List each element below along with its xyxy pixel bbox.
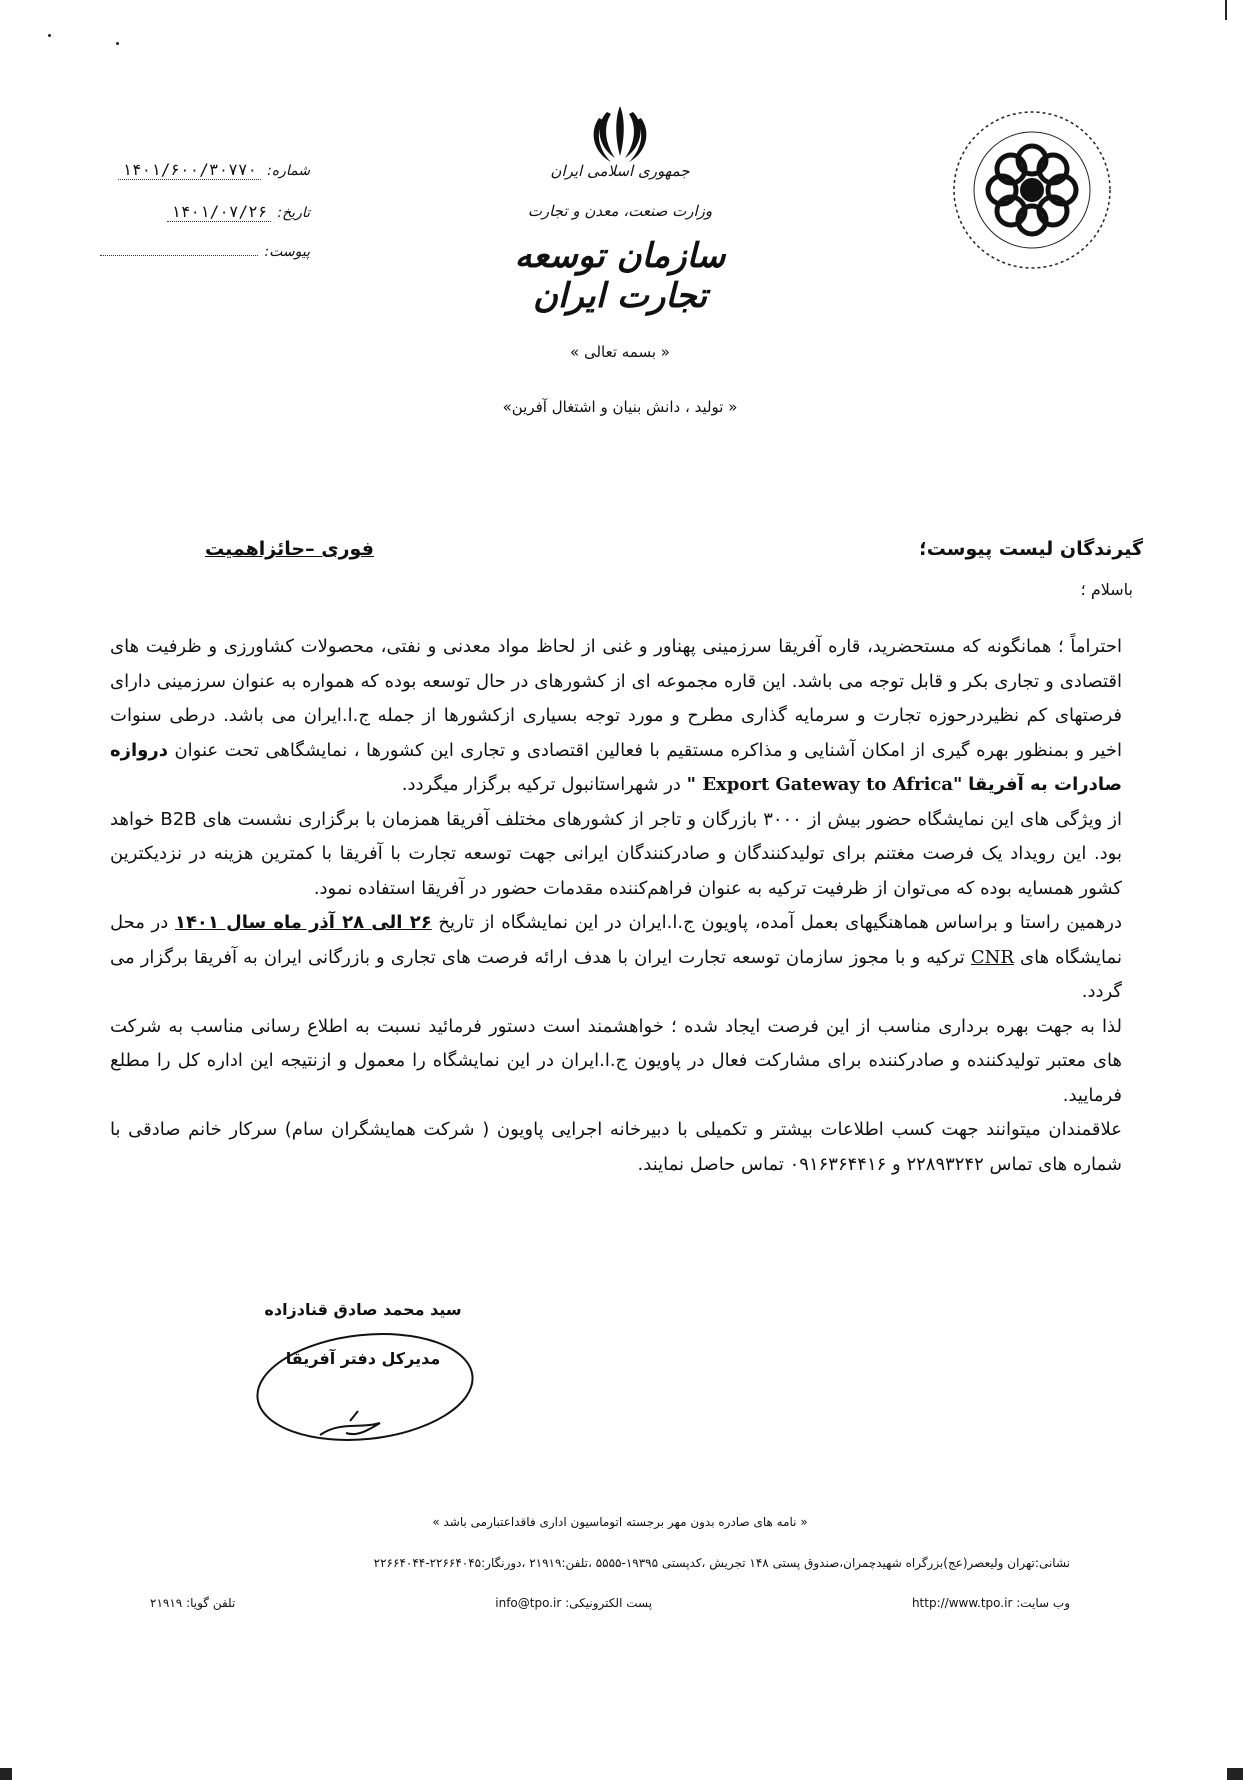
body-paragraph-5: علاقمندان میتوانند جهت کسب اطلاعات بیشتر و تکمیلی با دبیرخانه اجرایی پاویون ( شرکت همایشگران سام) سرکار خانم صادقی با شماره های تماس ۲۲۸۹۳۲۴۲ و ۰۹۱۶۳۶۴۴۱۶ تماس حاصل نمایند. xyxy=(110,1119,1122,1175)
scan-edge-mark xyxy=(1227,1768,1243,1780)
organization-name: سازمان توسعه تجارت ایران xyxy=(514,236,726,316)
letterhead xyxy=(470,160,770,316)
attachment-label: پیوست: xyxy=(264,244,310,260)
ministry-name: وزارت صنعت، معدن و تجارت xyxy=(527,202,713,220)
basmala: « بسمه تعالی » xyxy=(570,343,670,361)
signatory-title: مدیرکل دفتر آفریقا xyxy=(285,1349,441,1368)
body-paragraph-2: از ویژگی های این نمایشگاه حضور بیش از ۳۰۰۰ بازرگان و تاجر از کشورهای مختلف آفریقا همزمان با برگزاری نشست های B2B خواهد بود. این رویداد یک فرصت مغتنم برای تولیدکنندگان و صادرکنندگان ایرانی جهت توسعه تجارت با آفریقا با کمترین هزینه در نزدیکترین کشور همسایه بوده که می‌توان از ظرفیت ترکیه به عنوان فراهم‌کننده مقدمات حضور در آفریقا استفاده نمود. xyxy=(110,808,1122,899)
footer-email: پست الکترونیکی: info@tpo.ir xyxy=(495,1596,653,1610)
signature-block xyxy=(248,1300,478,1368)
event-dates: ۲۶ الی ۲۸ آذر ماه سال ۱۴۰۱ xyxy=(174,912,432,933)
republic-name: جمهوری اسلامی ایران xyxy=(550,162,690,180)
national-emblem-icon xyxy=(585,98,655,168)
letter-body xyxy=(110,630,1122,1182)
number-label: شماره: xyxy=(267,163,310,179)
event-name-fa: دروازه صادرات به آفریقا xyxy=(110,739,1122,795)
footer-address: نشانی:تهران ولیعصر(عج)بزرگراه شهیدچمران،صندوق پستی ۱۴۸ تجریش ،کدپستی ۱۹۳۹۵-۵۵۵۵ ،تلفن:۲۱۹۱۹ ،دورنگار:۲۲۶۶۴۰۴۵-۲۲۶۶۴۰۴۴ xyxy=(373,1556,1070,1570)
greeting: باسلام ؛ xyxy=(1080,580,1133,599)
letter-number-row xyxy=(40,160,310,202)
footer-website: وب سایت: http://www.tpo.ir xyxy=(911,1596,1070,1610)
urgency-label: فوری –حائزاهمیت xyxy=(205,538,374,560)
year-slogan: « تولید ، دانش بنیان و اشتغال آفرین» xyxy=(502,398,738,416)
body-paragraph-3: درهمین راستا و براساس هماهنگیهای بعمل آمده، پاویون ج.ا.ایران در این نمایشگاه از تاریخ ۲۶ الی ۲۸ آذر ماه سال ۱۴۰۱ در محل نمایشگاه های CNR ترکیه و با مجوز سازمان توسعه تجارت ایران با هدف ارائه فرصت های تجاری و بازرگانی ایران به آفریقا برگزار می گردد. xyxy=(110,912,1122,1002)
scan-speck xyxy=(116,42,119,45)
attachment-row xyxy=(40,244,310,286)
letter-metadata xyxy=(40,160,310,286)
footer-call-center: تلفن گویا: ۲۱۹۱۹ xyxy=(150,1596,236,1610)
scan-edge-mark xyxy=(0,1768,12,1780)
recipients-line: گیرندگان لیست پیوست؛ xyxy=(919,538,1143,560)
number-value: ۱۴۰۱/۶۰۰/۳۰۷۷۰ xyxy=(118,160,261,180)
body-paragraph-4: لذا به جهت بهره برداری مناسب از این فرصت ایجاد شده ؛ خواهشمند است دستور فرمائید نسبت به اطلاع رسانی مناسب به شرکت های معتبر تولیدکننده و صادرکننده برای مشارکت فعال در پاویون ج.ا.ایران در این نمایشگاه را معمول و ازنتیجه این اداره کل را مطلع فرمایید. xyxy=(110,1015,1122,1106)
venue-cnr: CNR xyxy=(970,946,1014,968)
footer-contacts xyxy=(150,1596,1070,1610)
signatory-name: سید محمد صادق قنادزاده xyxy=(264,1300,462,1319)
scan-speck xyxy=(48,34,51,37)
scan-edge-mark xyxy=(1225,0,1227,20)
date-label: تاریخ: xyxy=(277,205,310,221)
attachment-value xyxy=(100,255,258,256)
tpo-logo-icon xyxy=(950,108,1115,273)
event-name-en: " Export Gateway to Africa" xyxy=(686,774,963,795)
footer-note: « نامه های صادره بدون مهر برجسته اتوماسیون اداری فاقداعتبارمی باشد » xyxy=(432,1515,808,1529)
body-paragraph-1: احتراماً ؛ همانگونه که مستحضرید، قاره آفریقا سرزمینی پهناور و غنی از لحاظ مواد معدنی و نفتی، محصولات کشاورزی و ظرفیت های اقتصادی و تجاری بکر و قابل توجه می باشد. این قاره مجموعه ای از کشورهای در حال توسعه بوده که همواره به عنوان سرزمینی دارای فرصتهای کم نظیردرحوزه تجارت و سرمایه گذاری مطرح و مورد توجه بسیاری ازکشورها از جمله ج.ا.ایران می باشد. درطی سنوات اخیر و بمنظور بهره گیری از امکان آشنایی و مذاکره مستقیم با فعالین اقتصادی و تجاری این کشورها ، نمایشگاهی تحت عنوان دروازه صادرات به آفریقا " Export Gateway to Africa" در شهراستانبول ترکیه برگزار میگردد. xyxy=(110,636,1122,795)
letter-date-row xyxy=(40,202,310,244)
date-value: ۱۴۰۱/۰۷/۲۶ xyxy=(167,202,271,222)
